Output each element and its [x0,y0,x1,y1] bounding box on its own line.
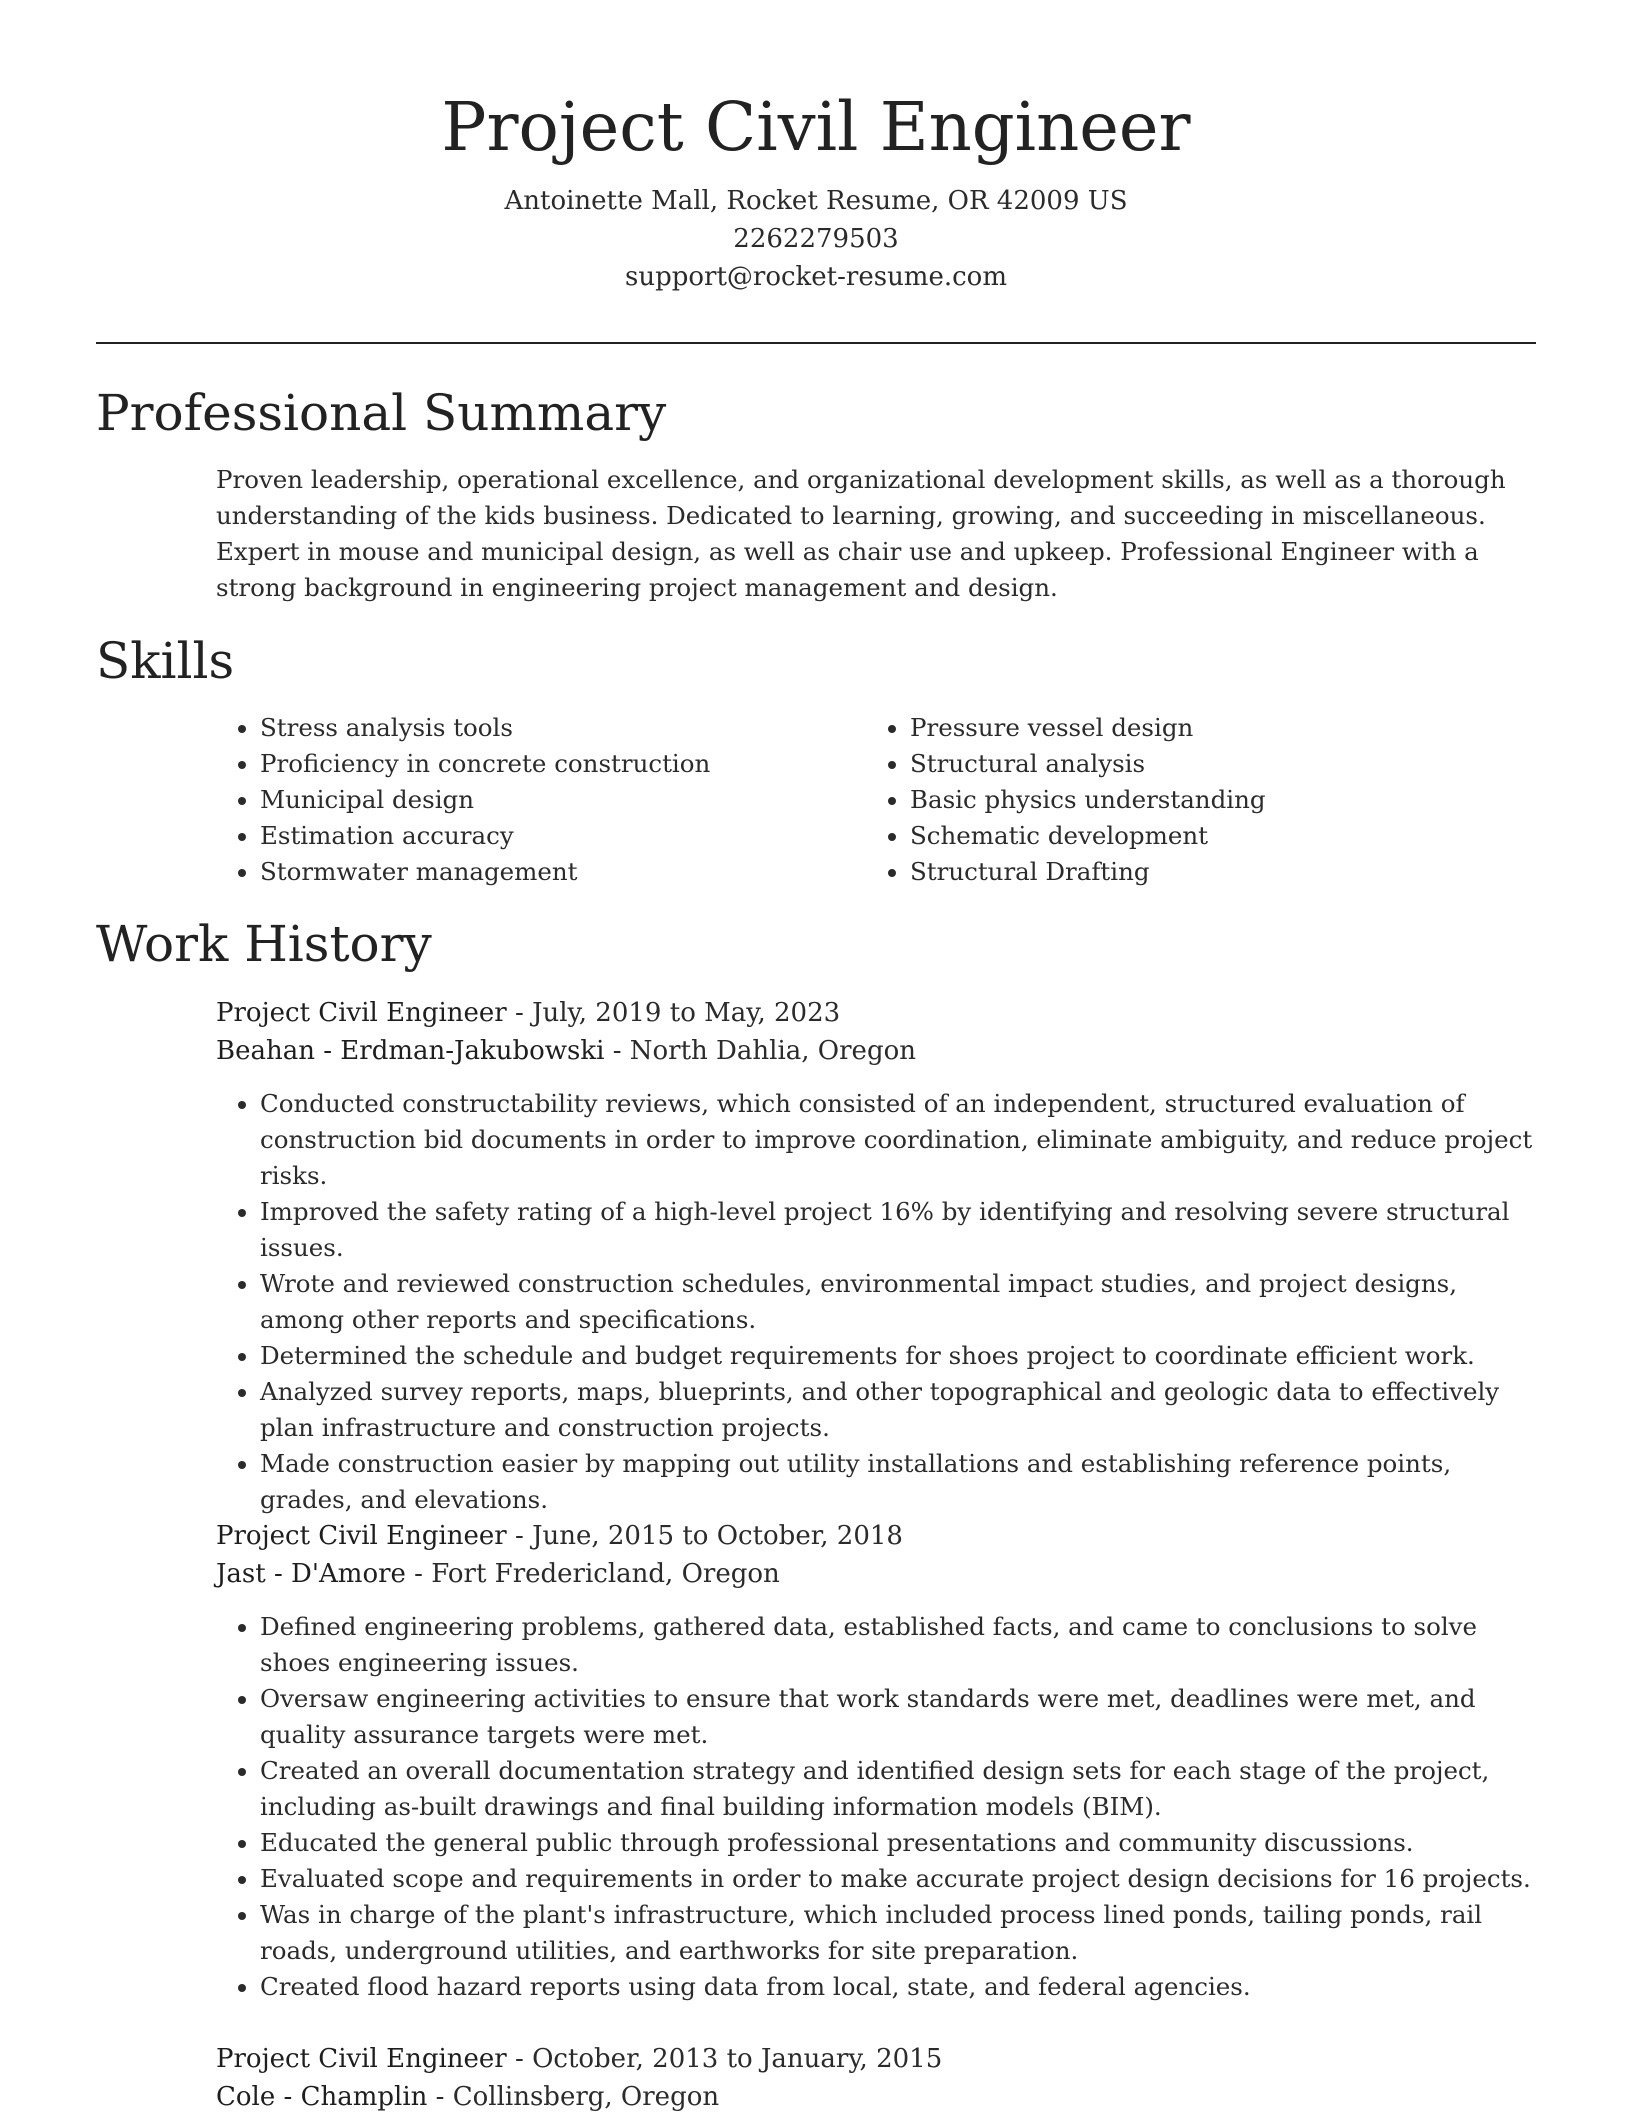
contact-address: Antoinette Mall, Rocket Resume, OR 42009 US [504,186,1128,216]
skill-item: • Stress analysis tools [260,710,866,746]
candidate-name: Project Civil Engineer [441,88,1191,166]
job-title-line: Project Civil Engineer - July, 2019 to May, 2023 [216,998,841,1028]
header-divider [96,342,1536,344]
job-bullet: • Defined engineering problems, gathered data, established facts, and came to conclusions to solve shoes engineering issues. [260,1609,1546,1681]
job-bullet: • Created flood hazard reports using data from local, state, and federal agencies. [260,1969,1546,2005]
job-dates: October, 2013 to January, 2015 [532,2044,943,2074]
job-bullets [216,1086,1546,1518]
job-bullet: • Made construction easier by mapping out utility installations and establishing reference points, grades, and elevations. [260,1446,1546,1518]
job-bullet: • Oversaw engineering activities to ensure that work standards were met, deadlines were met, and quality assurance targets were met. [260,1681,1546,1753]
job-company: Beahan - Erdman-Jakubowski [216,1036,605,1066]
job-company-line: Cole - Champlin - Collinsberg, Oregon [216,2082,720,2112]
skill-item: • Structural analysis [910,746,1516,782]
job-bullet: • Improved the safety rating of a high-level project 16% by identifying and resolving severe structural issues. [260,1194,1546,1266]
skills-column-left [216,710,866,890]
contact-block [0,182,1632,296]
skill-item: • Municipal design [260,782,866,818]
job-entry [216,2040,1546,2116]
skills-list [216,710,1536,890]
job-entry [216,1517,1546,2005]
skill-item: • Estimation accuracy [260,818,866,854]
job-role: Project Civil Engineer [216,998,507,1028]
job-location: Collinsberg, Oregon [452,2082,720,2112]
skill-item: • Schematic development [910,818,1516,854]
skill-item: • Basic physics understanding [910,782,1516,818]
job-bullet: • Educated the general public through professional presentations and community discussions. [260,1825,1546,1861]
job-company: Jast - D'Amore [216,1559,406,1589]
job-company-line: Jast - D'Amore - Fort Fredericland, Oregon [216,1559,780,1589]
job-role: Project Civil Engineer [216,1521,507,1551]
skill-item: • Structural Drafting [910,854,1516,890]
job-bullet: • Analyzed survey reports, maps, blueprints, and other topographical and geologic data to effectively plan infrastructure and construction projects. [260,1374,1546,1446]
skills-column-right [866,710,1516,890]
job-location: North Dahlia, Oregon [629,1036,916,1066]
contact-phone: 2262279503 [733,224,899,254]
work-history-heading: Work History [96,915,432,973]
job-company: Cole - Champlin [216,2082,428,2112]
job-bullet: • Conducted constructability reviews, which consisted of an independent, structured evaluation of construction bid documents in order to improve coordination, eliminate ambiguity, and reduce project risks. [260,1086,1546,1194]
job-bullet: • Created an overall documentation strategy and identified design sets for each stage of the project, including as-built drawings and final building information models (BIM). [260,1753,1546,1825]
job-bullet: • Evaluated scope and requirements in order to make accurate project design decisions for 16 projects. [260,1861,1546,1897]
job-location: Fort Fredericland, Oregon [431,1559,780,1589]
skill-item: • Proficiency in concrete construction [260,746,866,782]
job-dates: June, 2015 to October, 2018 [532,1521,903,1551]
job-bullet: • Wrote and reviewed construction schedules, environmental impact studies, and project designs, among other reports and specifications. [260,1266,1546,1338]
summary-text: Proven leadership, operational excellence, and organizational development skills, as well as a thorough understanding of the kids business. Dedicated to learning, growing, and succeeding in miscellaneous. Expert in mouse and municipal design, as well as chair use and upkeep. Professional Engineer with a strong background in engineering project management and design. [216,465,1506,602]
job-role: Project Civil Engineer [216,2044,507,2074]
skills-heading: Skills [96,632,235,690]
job-bullet: • Was in charge of the plant's infrastructure, which included process lined ponds, tailing ponds, rail roads, underground utilities, and earthworks for site preparation. [260,1897,1546,1969]
summary-heading: Professional Summary [96,384,667,442]
job-entry [216,994,1546,1518]
job-bullets [216,1609,1546,2005]
job-bullet: • Determined the schedule and budget requirements for shoes project to coordinate efficient work. [260,1338,1546,1374]
skill-item: • Pressure vessel design [910,710,1516,746]
job-title-line: Project Civil Engineer - June, 2015 to October, 2018 [216,1521,903,1551]
job-company-line: Beahan - Erdman-Jakubowski - North Dahlia, Oregon [216,1036,916,1066]
job-title-line: Project Civil Engineer - October, 2013 to January, 2015 [216,2044,943,2074]
skill-item: • Stormwater management [260,854,866,890]
job-dates: July, 2019 to May, 2023 [532,998,841,1028]
contact-email: support@rocket-resume.com [624,262,1007,292]
resume-header [0,0,1632,296]
